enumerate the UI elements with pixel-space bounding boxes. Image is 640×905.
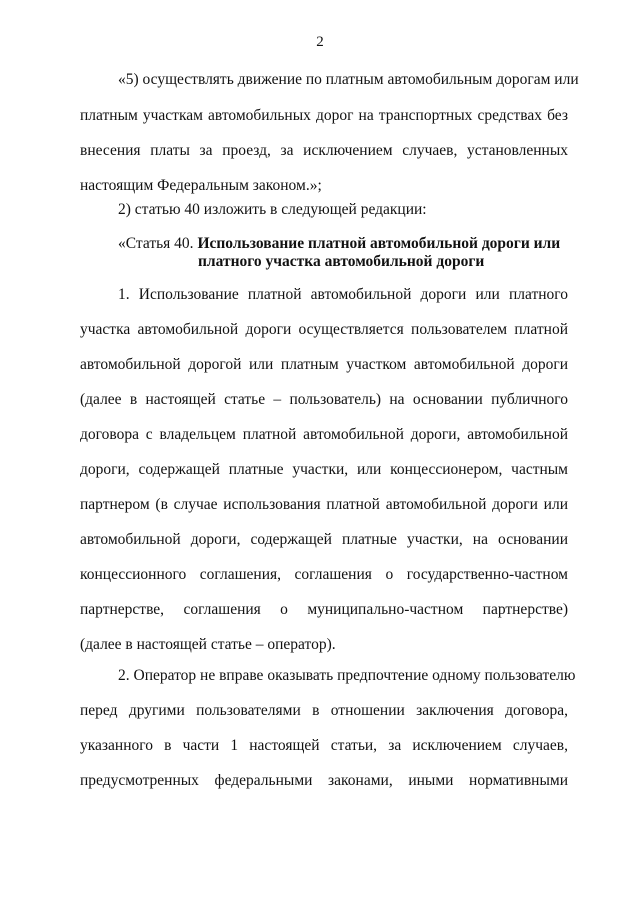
article-prefix: «Статья 40. [118,235,194,252]
text-line: партнером (в случае использования платной автомобильной дороги или [80,496,568,513]
text-line: указанного в части 1 настоящей статьи, за исключением случаев, [80,737,568,754]
text-line: автомобильной дорогой или платным участком автомобильной дороги [80,356,568,373]
text-line: 2. Оператор не вправе оказывать предпочтение одному пользователю [118,667,576,684]
text-line: предусмотренных федеральными законами, иными нормативными [80,772,568,789]
page-number: 2 [316,34,324,50]
text-line: участка автомобильной дороги осуществляется пользователем платной [80,321,568,338]
text-line: платным участкам автомобильных дорог на транспортных средствах без [80,107,568,124]
text-line: 2) статью 40 изложить в следующей редакции: [118,201,427,218]
text-line: дороги, содержащей платные участки, или концессионером, частным [80,461,568,478]
text-line: договора с владельцем платной автомобильной дороги, автомобильной [80,426,568,443]
text-line: (далее в настоящей статье – оператор). [80,636,336,653]
text-line: концессионного соглашения, соглашения о государственно-частном [80,566,568,583]
text-line: партнерстве, соглашения о муниципально-частном партнерстве) [80,601,568,618]
text-line: перед другими пользователями в отношении заключения договора, [80,702,568,719]
text-line: настоящим Федеральным законом.»; [80,177,322,194]
article-title-line-2: платного участка автомобильной дороги [198,253,485,270]
text-line: внесения платы за проезд, за исключением случаев, установленных [80,142,568,159]
text-line: (далее в настоящей статье – пользователь) на основании публичного [80,391,568,408]
text-line: «5) осуществлять движение по платным автомобильным дорогам или [118,71,579,88]
text-line: автомобильной дороги, содержащей платные участки, на основании [80,531,568,548]
text-line: 1. Использование платной автомобильной дороги или платного [118,286,568,303]
article-title-line-1: Использование платной автомобильной дороги или [197,235,561,252]
